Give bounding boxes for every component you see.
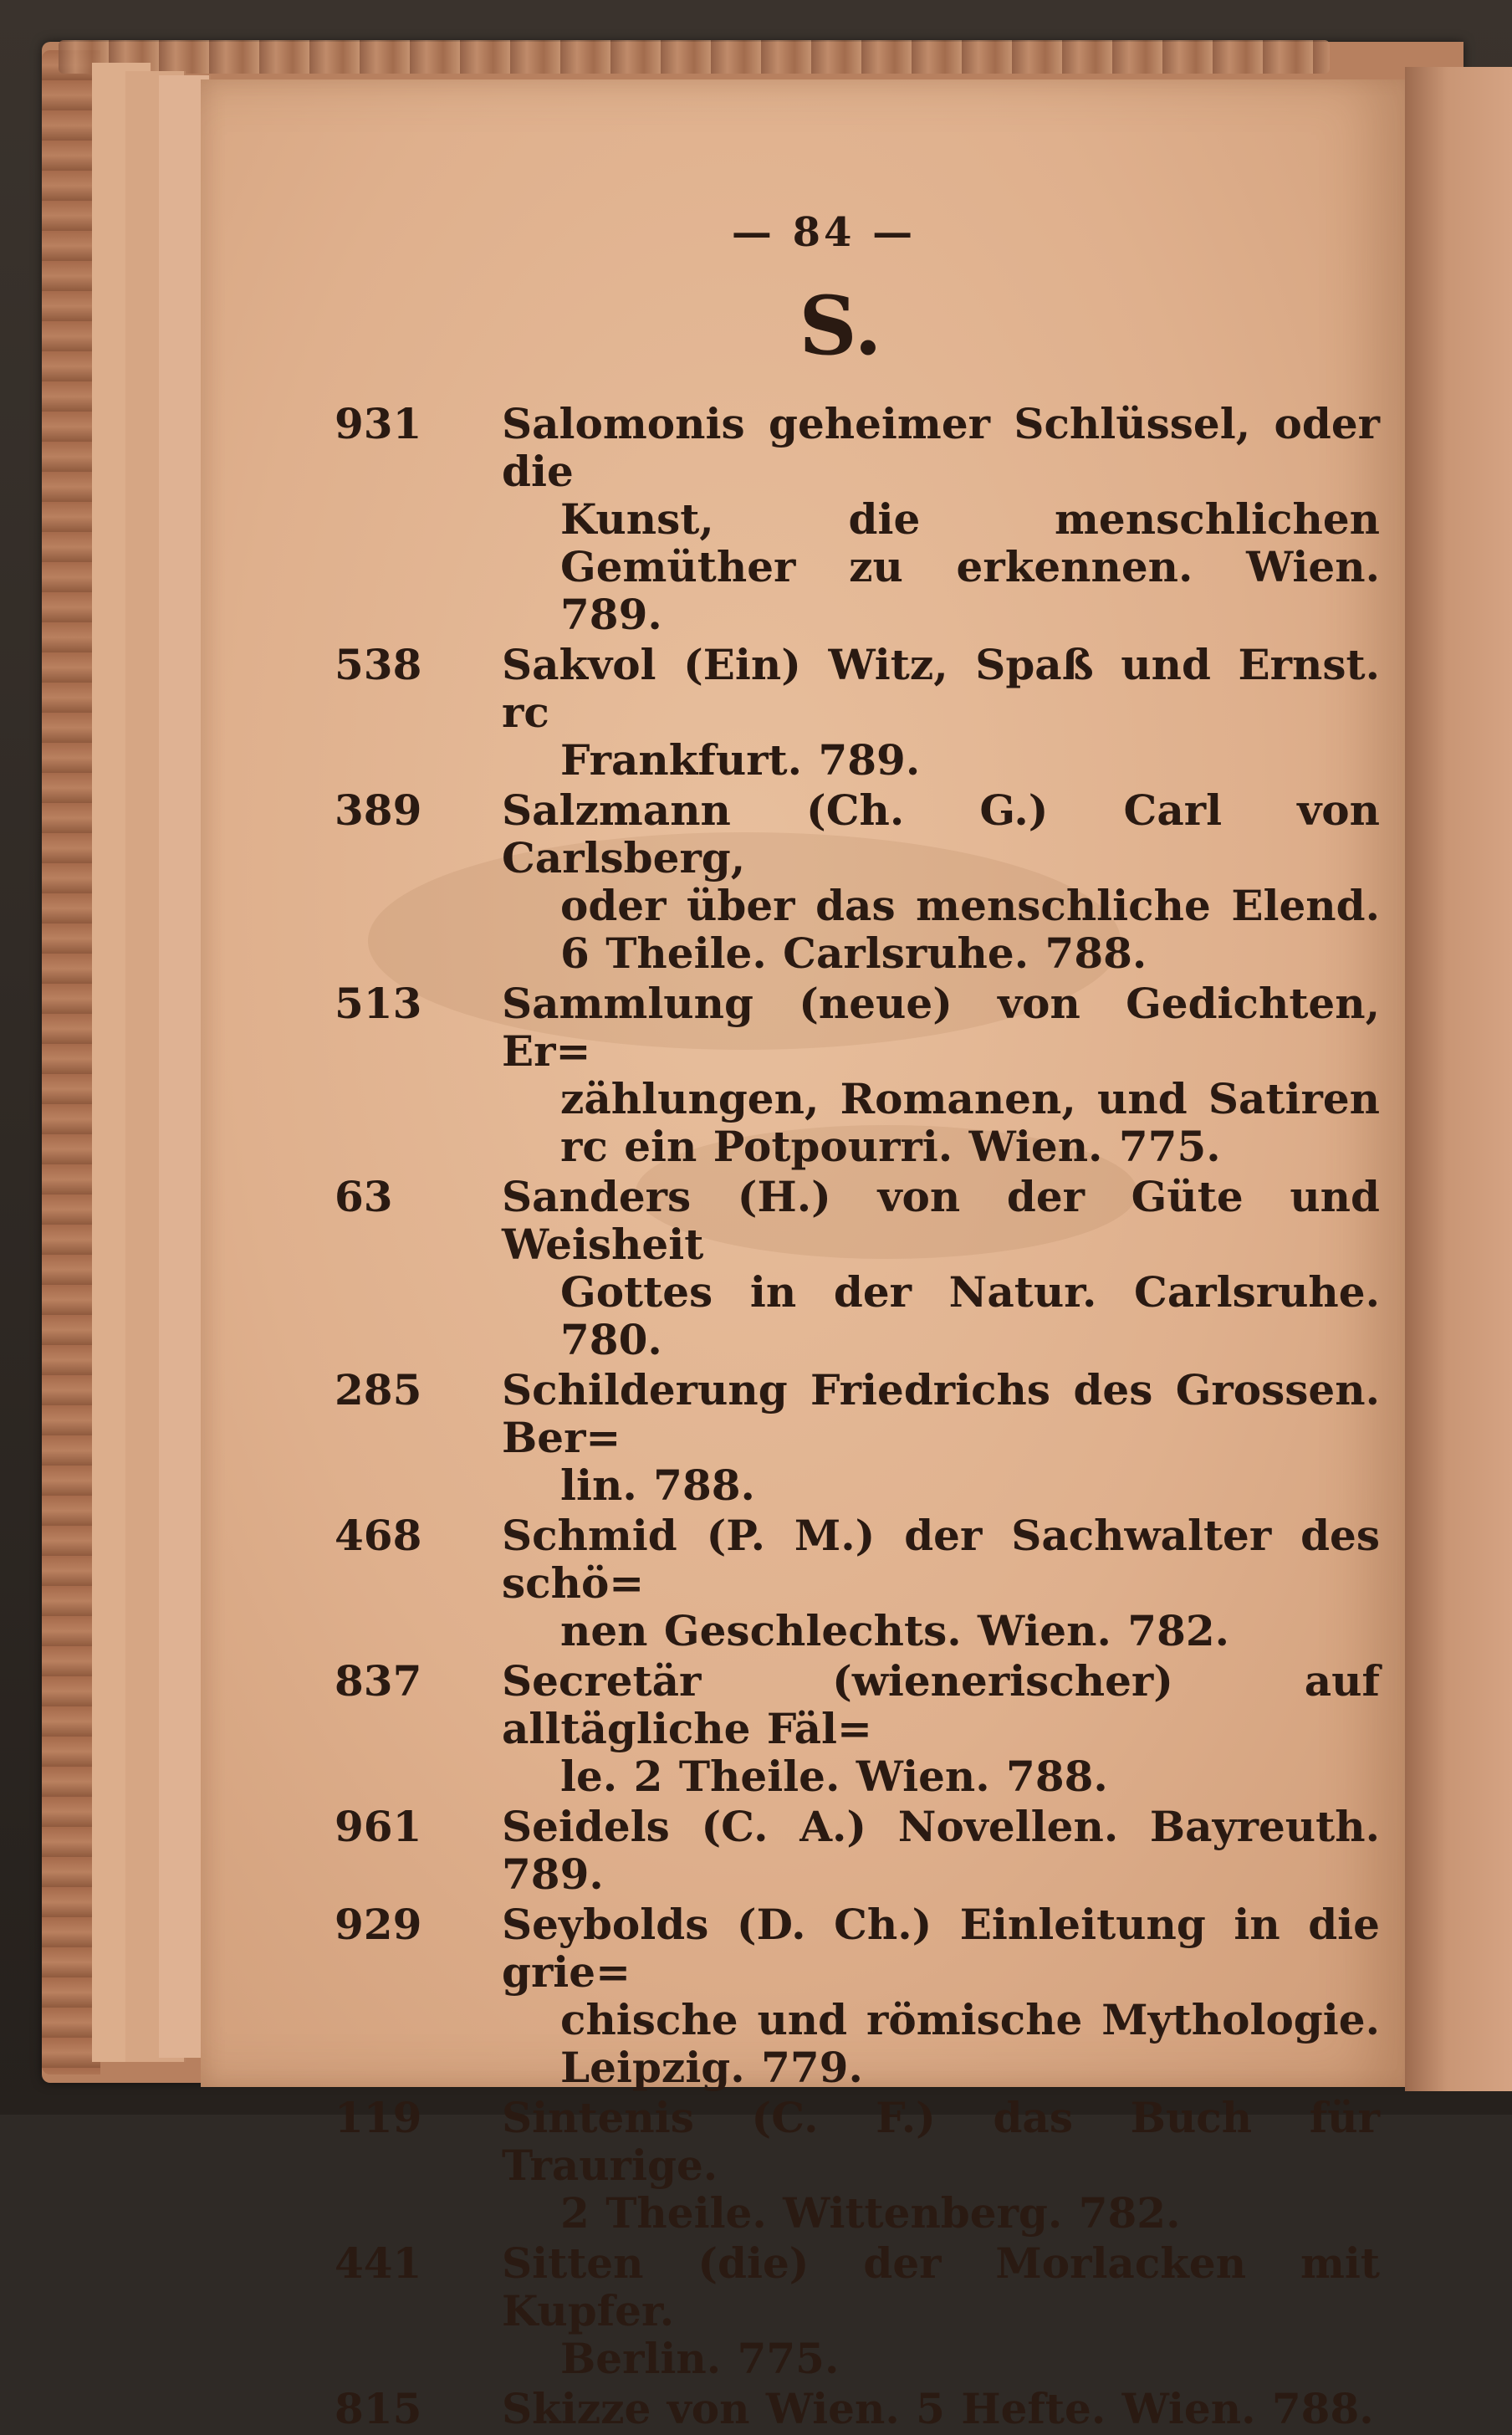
catalog-entry (335, 1365, 1380, 1510)
entry-first-line: Sitten (die) der Morlacken mit Kupfer. (502, 2238, 1380, 2335)
catalog-entry (335, 1900, 1380, 2092)
catalog-entries (335, 399, 1380, 2433)
entry-continuation: Frankfurt. 789. (560, 735, 921, 785)
entry-number: 513 (335, 979, 422, 1028)
catalog-entry (335, 785, 1380, 978)
entry-number: 389 (335, 785, 422, 835)
entry-number: 468 (335, 1511, 422, 1560)
entry-first-line: Salomonis geheimer Schlüssel, oder die (502, 399, 1380, 496)
entry-number: 815 (335, 2384, 422, 2433)
catalog-entry (335, 399, 1380, 639)
catalog-entry (335, 1172, 1380, 1364)
entry-first-line: Sintenis (C. F.) das Buch für Traurige. (502, 2093, 1380, 2190)
entry-continuation: chische und römische Mythologie. Leipzig. 779. (560, 1995, 1380, 2092)
entry-number: 119 (335, 2093, 422, 2142)
decorative-page-top (59, 40, 1330, 74)
entry-continuation: Berlin. 775. (560, 2334, 840, 2383)
section-letter: S. (799, 279, 882, 373)
entry-number: 837 (335, 1656, 422, 1706)
entry-first-line: Seybolds (D. Ch.) Einleitung in die grie= (502, 1900, 1380, 1997)
entry-continuation: lin. 788. (560, 1460, 755, 1510)
entry-number: 929 (335, 1900, 422, 1949)
catalog-entry (335, 2093, 1380, 2238)
facing-page (1405, 67, 1512, 2091)
entry-first-line: Sammlung (neue) von Gedichten, Er= (502, 979, 1380, 1076)
entry-number: 538 (335, 640, 422, 689)
entry-continuation: 2 Theile. Wittenberg. 782. (560, 2188, 1181, 2238)
entry-continuation: le. 2 Theile. Wien. 788. (560, 1752, 1108, 1801)
entry-continuation: Kunst, die menschlichen Gemüther zu erkennen. Wien. 789. (560, 494, 1380, 639)
page-number: — 84 — (731, 209, 917, 256)
entry-number: 441 (335, 2238, 422, 2288)
entry-first-line: Schmid (P. M.) der Sachwalter des schö= (502, 1511, 1380, 1608)
catalog-entry (335, 2384, 1380, 2433)
entry-number: 63 (335, 1172, 393, 1221)
entry-number: 285 (335, 1365, 422, 1414)
catalog-entry (335, 2238, 1380, 2383)
catalog-entry (335, 1511, 1380, 1655)
catalog-entry (335, 1656, 1380, 1801)
entry-first-line: Secretär (wienerischer) auf alltägliche Fäl= (502, 1656, 1380, 1753)
entry-continuation: Gottes in der Natur. Carlsruhe. 780. (560, 1267, 1380, 1364)
catalog-entry (335, 979, 1380, 1171)
entry-continuation: zählungen, Romanen, und Satiren rc ein Potpourri. Wien. 775. (560, 1074, 1380, 1171)
page-content (335, 209, 1380, 2435)
entry-first-line: Salzmann (Ch. G.) Carl von Carlsberg, (502, 785, 1380, 882)
entry-first-line: Seidels (C. A.) Novellen. Bayreuth. 789. (502, 1802, 1380, 1899)
entry-first-line: Skizze von Wien. 5 Hefte. Wien. 788. (502, 2384, 1374, 2433)
catalog-entry (335, 640, 1380, 785)
catalog-entry (335, 1802, 1380, 1899)
entry-first-line: Schilderung Friedrichs des Grossen. Ber= (502, 1365, 1380, 1462)
entry-continuation: nen Geschlechts. Wien. 782. (560, 1606, 1230, 1655)
entry-number: 931 (335, 399, 422, 448)
entry-first-line: Sakvol (Ein) Witz, Spaß und Ernst. rc (502, 640, 1380, 737)
entry-continuation: oder über das menschliche Elend. 6 Theile. Carlsruhe. 788. (560, 881, 1380, 978)
entry-number: 961 (335, 1802, 422, 1851)
entry-first-line: Sanders (H.) von der Güte und Weisheit (502, 1172, 1380, 1269)
